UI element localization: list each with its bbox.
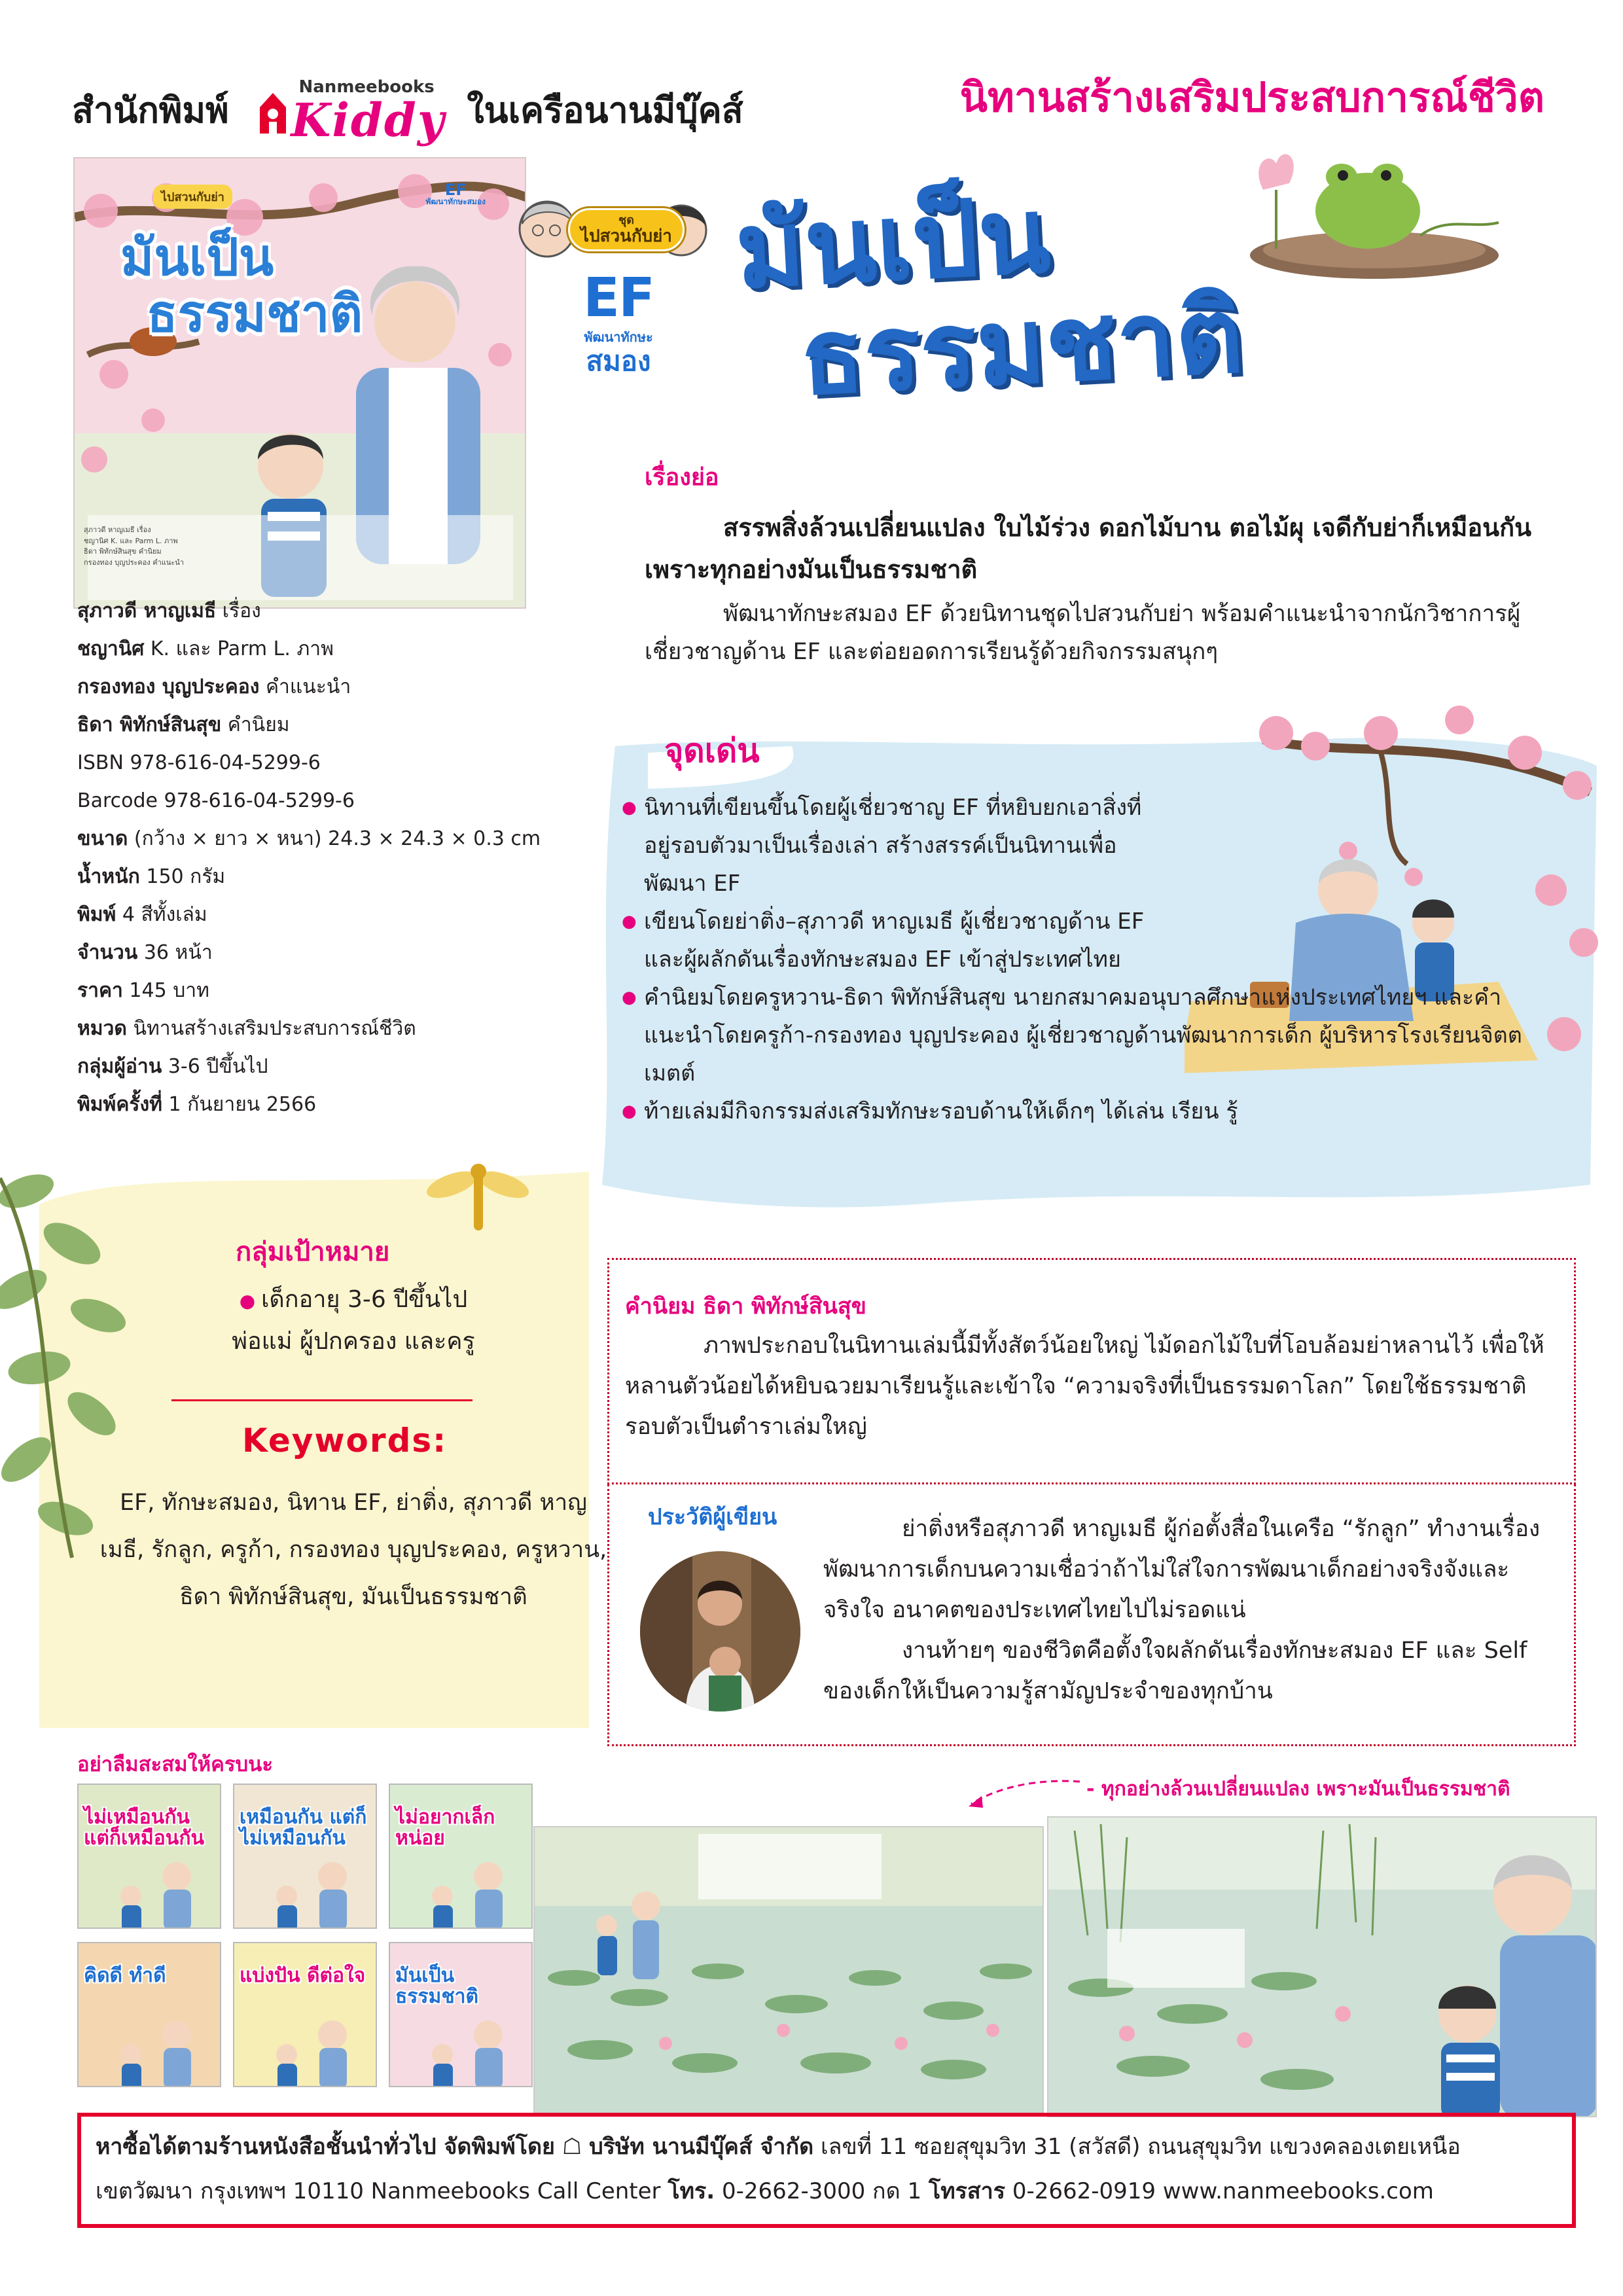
detail-value: 150 กรัม bbox=[146, 865, 226, 888]
detail-value: คำแนะนำ bbox=[265, 675, 351, 698]
detail-value: คำนิยม bbox=[227, 713, 290, 736]
detail-label: ราคา bbox=[77, 979, 123, 1002]
publisher-suffix: ในเครือนานมีบุ๊คส์ bbox=[467, 90, 743, 131]
detail-value: นิทานสร้างเสริมประสบการณ์ชีวิต bbox=[133, 1017, 416, 1040]
cover-ef-tag bbox=[425, 182, 486, 206]
house-icon: ☖ bbox=[562, 2134, 590, 2160]
author-bio bbox=[823, 1509, 1556, 1712]
cover-series-tag: ไปสวนกับย่า bbox=[153, 185, 232, 209]
author-portrait bbox=[640, 1551, 800, 1712]
series-badge-label bbox=[568, 208, 685, 251]
series-category-header: นิทานสร้างเสริมประสบการณ์ชีวิต bbox=[959, 73, 1544, 121]
footer-company: บริษัท นานมีบุ๊คส์ จำกัด bbox=[589, 2134, 814, 2160]
detail-label: ชญานิศ bbox=[77, 637, 145, 660]
collection-book-cover[interactable] bbox=[233, 1942, 377, 2087]
ef-badge-sub: พัฒนาทักษะ bbox=[584, 329, 653, 345]
synopsis-heading: เรื่องย่อ bbox=[645, 464, 719, 491]
book-details-list bbox=[77, 592, 575, 1124]
synopsis-paragraph-1: สรรพสิ่งล้วนเปลี่ยนแปลง ใบไม้ร่วง ดอกไม้บาน ตอไม้ผุ เจดีกับย่าก็เหมือนกัน เพราะทุกอย่างมันเป็นธรรมชาติ bbox=[645, 513, 1532, 584]
detail-value: (กว้าง × ยาว × หนา) 24.3 × 24.3 × 0.3 cm bbox=[134, 827, 541, 850]
divider bbox=[171, 1399, 473, 1401]
lotus-pond-spread-illustration bbox=[535, 1827, 1044, 2114]
detail-label: จำนวน bbox=[77, 941, 138, 964]
detail-row bbox=[77, 972, 575, 1010]
collection-book-cover[interactable] bbox=[233, 1784, 377, 1929]
arrow-icon bbox=[962, 1772, 1086, 1812]
detail-row bbox=[77, 820, 575, 858]
review-heading: คำนิยม ธิดา พิทักษ์สินสุข bbox=[625, 1293, 866, 1319]
target-group-heading: กลุ่มเป้าหมาย bbox=[236, 1237, 390, 1267]
cover-ef-text: EF bbox=[444, 181, 467, 199]
detail-label: สุภาวดี หาญเมธี bbox=[77, 600, 217, 622]
author-bio-paragraph-2: งานท้ายๆ ของชีวิตคือตั้งใจผลักดันเรื่องทักษะสมอง EF และ Self ของเด็กให้เป็นความรู้สามัญประจำของทุกบ้าน bbox=[823, 1638, 1527, 1704]
book-title bbox=[732, 170, 1247, 419]
detail-value: K. และ Parm L. ภาพ bbox=[150, 637, 334, 660]
logo-kiddy: Kiddy bbox=[291, 93, 446, 147]
detail-row bbox=[77, 1086, 575, 1124]
footer-address-2: เขตวัฒนา กรุงเทพฯ 10110 Nanmeebooks Call Center bbox=[96, 2178, 661, 2204]
cover-title bbox=[120, 230, 363, 343]
frog-on-rock-illustration bbox=[1224, 137, 1564, 281]
detail-row bbox=[77, 1048, 575, 1086]
collection-book-title: มันเป็น ธรรมชาติ bbox=[395, 1964, 479, 2008]
footer-address: เลขที่ 11 ซอยสุขุมวิท 31 (สวัสดี) ถนนสุขุมวิท แขวงคลองเตยเหนือ bbox=[820, 2134, 1461, 2160]
collection-book-title: แบ่งปัน ดีต่อใจ bbox=[240, 1964, 366, 1987]
logo-nanmeebooks: Nanmeebooks bbox=[298, 77, 435, 97]
collection-book-title: เหมือนกัน แต่ก็ไม่เหมือนกัน bbox=[240, 1806, 367, 1850]
detail-value: 4 สีทั้งเล่ม bbox=[122, 903, 207, 926]
detail-value: ISBN 978-616-04-5299-6 bbox=[77, 751, 321, 774]
footer-phone-label: โทร. bbox=[668, 2178, 715, 2204]
footer-line-2 bbox=[96, 2173, 1434, 2208]
bullet-icon: ● bbox=[239, 1290, 262, 1312]
synopsis-section bbox=[645, 458, 1567, 672]
detail-value: 3-6 ปีขึ้นไป bbox=[168, 1055, 268, 1078]
book-title-line1: มันเป็น bbox=[732, 173, 1054, 312]
inner-spread-image bbox=[1047, 1816, 1597, 2117]
detail-row bbox=[77, 630, 575, 668]
footer-phone: 0-2662-3000 กด 1 bbox=[722, 2178, 922, 2204]
spread-caption: - ทุกอย่างล้วนเปลี่ยนแปลง เพราะมันเป็นธรรมชาติ bbox=[1086, 1778, 1510, 1801]
keywords-heading: Keywords: bbox=[242, 1422, 448, 1460]
target-item bbox=[118, 1280, 589, 1321]
detail-label: ขนาด bbox=[77, 827, 128, 850]
synopsis-paragraph-2: พัฒนาทักษะสมอง EF ด้วยนิทานชุดไปสวนกับย่า พร้อมคำแนะนำจากนักวิชาการผู้เชี่ยวชาญด้าน EF และต่อยอดการเรียนรู้ด้วยกิจกรรมสนุกๆ bbox=[645, 600, 1521, 666]
kiddy-logo bbox=[253, 77, 446, 147]
series-badge-text: ไปสวนกับย่า bbox=[580, 226, 672, 246]
author-bio-paragraph-1: ย่าติ่งหรือสุภาวดี หาญเมธี ผู้ก่อตั้งสื่อในเครือ “รักลูก” ทำงานเรื่องพัฒนาการเด็กบนความเชื่อว่าถ้าไม่ใส่ใจการพัฒนาเด็กอย่างจริงจังและจริงใจ อนาคตของประเทศไทยไปไม่รอดแน่ bbox=[823, 1516, 1541, 1623]
detail-label: พิมพ์ bbox=[77, 903, 116, 926]
detail-row bbox=[77, 668, 575, 706]
kiddy-house-icon bbox=[253, 88, 293, 140]
keywords-text: EF, ทักษะสมอง, นิทาน EF, ย่าติ่ง, สุภาวดี หาญเมธี, รักลูก, ครูก้า, กรองทอง บุญประคอง, ครูหวาน, ธิดา พิทักษ์สินสุข, มันเป็นธรรมชาติ bbox=[99, 1490, 607, 1610]
series-badge-top: ชุด bbox=[618, 213, 634, 227]
series-badge bbox=[514, 190, 711, 268]
grandma-boy-lotus-spread-illustration bbox=[1048, 1818, 1597, 2117]
publisher-prefix: สำนักพิมพ์ bbox=[72, 90, 229, 131]
detail-row bbox=[77, 1010, 575, 1048]
collection-book-title: คิดดี ทำดี bbox=[84, 1964, 166, 1987]
collection-heading: อย่าลืมสะสมให้ครบนะ bbox=[77, 1753, 274, 1776]
detail-row bbox=[77, 592, 575, 630]
collection-covers-grid bbox=[77, 1784, 535, 2098]
highlight-item: ● ท้ายเล่มมีกิจกรรมส่งเสริมทักษะรอบด้านให้เด็กๆ ได้เล่น เรียน รู้ bbox=[622, 1092, 1525, 1130]
ef-badge bbox=[569, 267, 668, 383]
footer-website[interactable]: www.nanmeebooks.com bbox=[1162, 2178, 1434, 2204]
detail-row bbox=[77, 934, 575, 972]
collection-book-cover[interactable] bbox=[77, 1784, 221, 1929]
detail-label: หมวด bbox=[77, 1017, 127, 1040]
target-item-text: พ่อแม่ ผู้ปกครอง และครู bbox=[232, 1328, 475, 1355]
detail-value: 36 หน้า bbox=[143, 941, 213, 964]
collection-book-cover[interactable] bbox=[389, 1942, 533, 2087]
detail-row bbox=[77, 706, 575, 744]
book-title-line2: ธรรมชาติ bbox=[797, 273, 1247, 419]
collection-book-cover[interactable] bbox=[389, 1784, 533, 1929]
collection-book-title: ไม่อยากเล็กหน่อย bbox=[395, 1806, 495, 1850]
review-text: ภาพประกอบในนิทานเล่มนี้มีทั้งสัตว์น้อยใหญ่ ไม้ดอกไม้ใบที่โอบล้อมย่าหลานไว้ เพื่อให้หลานตัวน้อยได้หยิบฉวยมาเรียนรู้และเข้าใจ “ความจริงที่เป็นธรรมดาโลก” โดยใช้ธรรมชาติรอบตัวเป็นตำราเล่มใหญ่ bbox=[625, 1333, 1544, 1440]
detail-row bbox=[77, 858, 575, 896]
footer-line-1 bbox=[96, 2128, 1461, 2164]
detail-label: น้ำหนัก bbox=[77, 865, 140, 888]
collection-book-title: ไม่เหมือนกัน แต่ก็เหมือนกัน bbox=[84, 1806, 204, 1850]
spread-caption-text: ทุกอย่างล้วนเปลี่ยนแปลง เพราะมันเป็นธรรมชาติ bbox=[1101, 1778, 1510, 1801]
detail-label: กลุ่มผู้อ่าน bbox=[77, 1055, 162, 1078]
detail-value: Barcode 978-616-04-5299-6 bbox=[77, 789, 355, 812]
footer-fax-label: โทรสาร bbox=[928, 2178, 1006, 2204]
collection-book-cover[interactable] bbox=[77, 1942, 221, 2087]
author-photo bbox=[640, 1551, 800, 1712]
highlights-list bbox=[622, 789, 1590, 1130]
cover-credit-line: ธิดา พิทักษ์สินสุข คำนิยม bbox=[84, 547, 162, 556]
target-group-list bbox=[118, 1280, 589, 1362]
cover-title-line2: ธรรมชาติ bbox=[147, 284, 363, 344]
footer-fax: 0-2662-0919 bbox=[1012, 2178, 1156, 2204]
detail-row bbox=[77, 896, 575, 934]
publisher-line bbox=[72, 77, 743, 147]
highlights-heading: จุดเด่น bbox=[664, 732, 760, 770]
detail-label: พิมพ์ครั้งที่ bbox=[77, 1093, 162, 1116]
book-cover-image bbox=[73, 157, 526, 609]
highlight-item: ● เขียนโดยย่าติ่ง–สุภาวดี หาญเมธี ผู้เชี่ยวชาญด้าน EF และผู้ผลักดันเรื่องทักษะสมอง EF เข้าสู่ประเทศไทย bbox=[622, 903, 1158, 978]
cover-credits bbox=[84, 525, 516, 568]
cover-title-line1: มันเป็น bbox=[120, 228, 274, 287]
highlight-item: ● นิทานที่เขียนขึ้นโดยผู้เชี่ยวชาญ EF ที่หยิบยกเอาสิ่งที่อยู่รอบตัวมาเป็นเรื่องเล่า สร้างสรรค์เป็นนิทานเพื่อพัฒนา EF bbox=[622, 789, 1158, 903]
cover-credit-line: สุภาวดี หาญเมธี เรื่อง bbox=[84, 526, 151, 534]
detail-value: 145 บาท bbox=[129, 979, 209, 1002]
highlight-item: ● คำนิยมโดยครูหวาน-ธิดา พิทักษ์สินสุข นายกสมาคมอนุบาลศึกษาแห่งประเทศไทยฯ และคำแนะนำโดยครูก้า-กรองทอง บุญประคอง ผู้เชี่ยวชาญด้านพัฒนาการเด็ก ผู้บริหารโรงเรียนจิตตเมตต์ bbox=[622, 978, 1525, 1092]
detail-row bbox=[77, 744, 575, 782]
author-heading: ประวัติผู้เขียน bbox=[648, 1504, 777, 1530]
cover-credit-line: ชญานิศ K. และ Parm L. ภาพ bbox=[84, 536, 178, 545]
inner-spread-image bbox=[533, 1826, 1044, 2114]
target-item-text: เด็กอายุ 3-6 ปีขึ้นไป bbox=[261, 1286, 468, 1313]
detail-label: ธิดา พิทักษ์สินสุข bbox=[77, 713, 222, 736]
detail-row bbox=[77, 782, 575, 820]
cover-credit-line: กรองทอง บุญประคอง คำแนะนำ bbox=[84, 558, 185, 567]
ef-badge-text: EF bbox=[582, 267, 654, 329]
detail-label: กรองทอง บุญประคอง bbox=[77, 675, 260, 698]
cover-ef-subtext: พัฒนาทักษะสมอง bbox=[425, 197, 486, 206]
detail-value: เรื่อง bbox=[222, 600, 261, 622]
ef-badge-sub2: สมอง bbox=[586, 345, 651, 377]
detail-value: 1 กันยายน 2566 bbox=[168, 1093, 317, 1116]
footer-where-to-buy: หาซื้อได้ตามร้านหนังสือชั้นนำทั่วไป จัดพิมพ์โดย bbox=[96, 2134, 555, 2160]
